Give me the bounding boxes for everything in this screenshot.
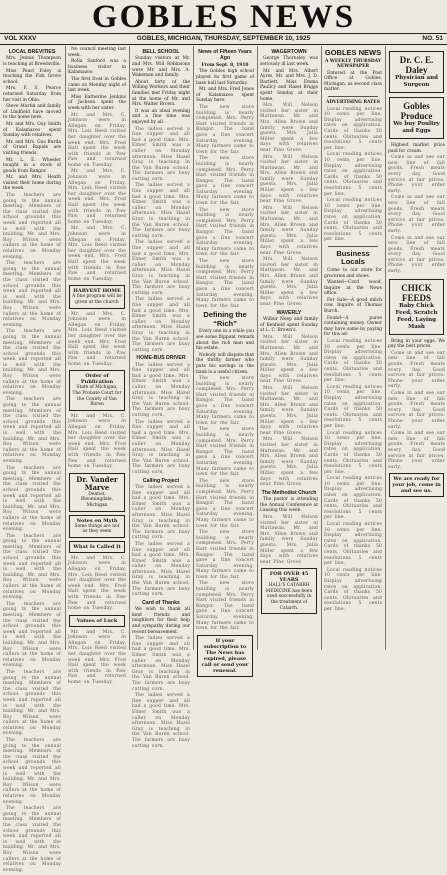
body-text: The ladies served a fine supper and all had a good time. Mrs. Elmer Smith was a caller on Monday afternoon. Miss Hazel Gray is teaching in the Van Buren school. The farmers are busy cutting corn.	[132, 419, 190, 475]
column-3	[129, 46, 192, 749]
news-item: Miss Katherine Jenkins of Jackson spent the week with her sister.	[68, 94, 126, 111]
body-text: Local reading notices 10 cents per line. Display advertising rates on application. Cards of thanks 50 cents. Obituaries and resolutions 5 cents per line.	[324, 198, 382, 243]
card-title: Dr. Vander Marve	[76, 474, 118, 492]
body-text: The new store building is nearly completed. Mrs. Perry Hart visited friends in Bangor. The band gave a fine concert Saturday evening. Many farmers came to town for the fair.	[196, 104, 254, 155]
body-text: The ladies served a fine supper and all had a good time. Mrs. Elmer Smith was a caller on Monday afternoon. Miss Hazel Gray is teaching in the Van Buren school. The farmers are busy cutting corn.	[132, 693, 190, 749]
body-text: The teachers are going to the annual meeting. Members of the class visited the school grounds this week and reported all is well with the building. Mr. and Mrs. Roy Wilson were callers at the home of relatives on Monday evening.	[3, 533, 61, 601]
advert-text: HALL'S CATARRH MEDICINE has been used successfully in the treatment of Catarrh.	[265, 583, 313, 611]
body-text: The teachers are going to the annual meeting. Members of the class visited the school grounds this week and reported all is well with the building. Mr. and Mrs. Roy Wilson were callers at the home of relatives on Monday evening.	[3, 738, 61, 805]
body-text: The new store building is nearly completed. Mrs. Perry Hart visited friends in Bangor. The band gave a fine concert Saturday evening. Many farmers came to town for the fair.	[196, 207, 254, 258]
body-text: Mrs. Will Nelson visited her sister in Mattawan. Mr. and Mrs. Allen Brown and family were Sunday guests. Mrs. Julia Miller spent a few days with relatives near Pine Grove.	[260, 334, 318, 385]
body-text: Mr. and Mrs. C. Johnson were in Allegan on Friday. Mrs. Lois Reed visited her daughter over the week end. Mrs. Fred Hall spent the week with friends in Paw Paw and returned home on Tuesday.	[68, 555, 126, 612]
body-text: The ladies served a fine supper and all had a good time. Mrs. Elmer Smith was a caller on Monday afternoon. Miss Hazel Gray is teaching in the Van Buren school. The farmers are busy cutting corn.	[132, 240, 190, 296]
fifteen-years-ago-date: From Sept. 8, 1910	[201, 62, 249, 68]
body-text: The ladies served a fine supper and all had a good time. Mrs. Elmer Smith was a caller on Monday afternoon. Miss Hazel Gray is teaching in the Van Buren school. The farmers are busy cutting corn.	[132, 126, 190, 182]
business-local: Come to our store for groceries and shoes.	[324, 267, 382, 279]
body-text: Local reading notices 10 cents per line. Display advertising rates on application. Cards of thanks 50 cents. Obituaries and resolutions 5 cents per line.	[324, 522, 382, 567]
section-heading: HOME-BUS DRIVER	[136, 355, 186, 362]
body-text: Mrs. Will Nelson visited her sister in Mattawan. Mr. and Mrs. Allen Brown and family were Sunday guests. Mrs. Julia Miller spent a few days with relatives near Pine Grove.	[260, 257, 318, 307]
body-text: The ladies served a fine supper and all had a good time. Mrs. Elmer Smith was a caller on Monday afternoon. Miss Hazel Gray is teaching in the Van Buren school. The farmers are busy cutting corn.	[132, 484, 190, 541]
body-text: Come in and see our new line of fall goods. Fresh meats every day. Good service at fair prices. Phone your order early.	[388, 350, 445, 390]
brevity-item: Mrs. F. S. Pearce returned Saturday from her visit in Ohio.	[3, 86, 61, 103]
body-text: The teachers are going to the annual meeting. Members of the class visited the school grounds this week and reported all is well with the building. Mr. and Mrs. Roy Wilson were callers at the home of relatives on Monday evening.	[3, 261, 61, 328]
news-item: Rolla Sanford was a business visitor in Kalamazoo.	[68, 59, 126, 76]
medicine-advert	[261, 568, 317, 614]
advert-line: Baby Chick Feed, Scratch Feed, Laying Mash	[395, 302, 438, 330]
advert-text: Bring in your eggs. We pay the best prices.	[388, 338, 445, 350]
column-6	[321, 46, 384, 650]
notice-title: HARVEST HOME	[73, 288, 121, 295]
divider	[328, 96, 378, 97]
job-printing-notice	[389, 473, 444, 497]
editorial-text: Nobody will dispute that the thrifty farmer who puts his savings in the bank is a useful citizen.	[196, 352, 254, 375]
news-item: George Thornsley was seriously ill last week.	[260, 56, 318, 67]
bell-school-heading: BELL SCHOOL	[142, 49, 180, 55]
news-item: Wilbur Neep and family of Kenfield spent Sunday at L. C. Brown's.	[260, 316, 318, 334]
notice-title: Notes on Myth	[76, 517, 118, 524]
body-text: The teachers are going to the annual meeting. Members of the class visited the school grounds this week and reported all is well with the building. Mr. and Mrs. Roy Wilson were callers at the home of relatives on Monday evening.	[3, 397, 61, 464]
body-text: Mrs. Will Nelson visited her sister in Mattawan. Mr. and Mrs. Allen Brown and family were Sunday guests. Mrs. Julia Miller spent a few days with relatives near Pine Grove.	[260, 154, 318, 205]
body-text: The teachers are going to the annual meeting. Members of the class visited the school grounds this week and reported all is well with the building. Mr. and Mrs. Roy Wilson were callers at the home of relatives on Monday evening.	[3, 669, 61, 737]
advert-name: Gobles Produce	[400, 101, 433, 121]
news-item: The Gobles high school played its first game of base ball last Saturday.	[196, 69, 254, 86]
notice-text: We are ready for your job, come in and see us.	[392, 476, 441, 495]
notice-box	[69, 285, 125, 308]
columns	[0, 46, 447, 873]
notice-title: What Is Called It	[73, 543, 121, 550]
advert-name: CHICK FEEDS	[401, 282, 432, 303]
advert-title: FOR OVER 45 YEARS	[269, 571, 309, 584]
body-text: Mr. and Mrs. C. Johnson were in Allegan on Friday. Mrs. Lois Reed visited her daughter over the week end. Mrs. Fred Hall spent the week with friends in Paw Paw and returned home on Tuesday.	[68, 169, 126, 225]
body-text: The ladies served a fine supper and all had a good time. Mrs. Elmer Smith was a caller on Monday afternoon. Miss Hazel Gray is teaching in the Van Buren school. The farmers are busy cutting corn.	[132, 541, 190, 598]
advert-name: Dr. C. E. Daley	[399, 55, 434, 75]
body-text: The new store building is nearly completed. Mrs. Perry Hart visited friends in Bangor. The band gave a fine concert Saturday evening. Many farmers came to town for the fair.	[196, 478, 254, 529]
body-text: The teachers are going to the annual meeting. Members of the class visited the school grounds this week and reported all is well with the building. Mr. and Mrs. Roy Wilson were callers at the home of relatives on Monday evening.	[3, 329, 61, 396]
produce-advert	[389, 97, 444, 139]
column-5	[257, 46, 320, 650]
body-text: Local reading notices 10 cents per line. Display advertising rates on application. Cards of thanks 50 cents. Obituaries and resolutions 5 cents per line.	[324, 430, 382, 475]
notice-box	[69, 615, 125, 627]
advert-line: We buy Poultry and Eggs	[393, 121, 440, 134]
body-text: Mrs. Will Nelson visited her sister in Mattawan. Mr. and Mrs. Allen Brown and family were Sunday guests. Mrs. Julia Miller spent a few days with relatives near Pine Grove.	[260, 437, 318, 488]
advert-line: Physician and Surgeon	[395, 75, 438, 88]
notice-box	[69, 541, 125, 553]
body-text: The teachers are going to the annual meeting. Members of the class visited the school grounds this week and reported all is well with the building. Mr. and Mrs. Roy Wilson were callers at the home of relatives on Monday evening.	[3, 601, 61, 669]
body-text: The new store building is nearly completed. Mrs. Perry Hart visited friends in Bangor. The band gave a fine concert Saturday evening. Many farmers came to town for the fair.	[196, 156, 254, 207]
body-text: Local reading notices 10 cents per line. Display advertising rates on application. Cards of thanks 50 cents. Obituaries and resolutions 5 cents per line.	[324, 476, 382, 521]
body-text: Local reading notices 10 cents per line. Display advertising rates on application. Cards of thanks 50 cents. Obituaries and resolutions 5 cents per line.	[324, 152, 382, 197]
news-item: The first frost in Gobles came on Monday night of last week.	[68, 76, 126, 94]
defining-the-rich-heading: Defining the “Rich”	[203, 310, 247, 328]
news-item: We wish to thank all kind friends and neighbors for their help and sympathy during our recent bereavement.	[132, 607, 190, 635]
feed-advert	[389, 279, 444, 335]
body-text: The new store building is nearly completed. Mrs. Perry Hart visited friends in Bangor. The band gave a fine concert Saturday evening. Many farmers came to town for the fair.	[196, 581, 254, 632]
column-2	[65, 46, 128, 686]
volume-number: VOL XXXV	[4, 35, 37, 42]
notice-box	[69, 515, 125, 538]
methodist-church-heading: The Methodist Church	[261, 489, 317, 496]
subscription-notice	[197, 635, 253, 677]
body-text: The ladies served a fine supper and all had a good time. Mrs. Elmer Smith was a caller on Monday afternoon. Miss Hazel Gray is teaching in the Van Buren school. The farmers are busy cutting corn.	[132, 362, 190, 419]
brevity-item: Mr. and Mrs. Heath visited their home during the week.	[3, 175, 61, 192]
fifteen-years-ago-heading: News of Fifteen Years Ago	[198, 49, 252, 62]
body-text: Mrs. Will Nelson visited her sister in Mattawan. Mr. and Mrs. Allen Brown and family were Sunday guests. Mrs. Julia Miller spent a few days with relatives near Pine Grove.	[260, 205, 318, 256]
body-text: Mrs. Will Nelson visited her sister in Mattawan. Mr. and Mrs. Allen Brown and family were Sunday guests. Mrs. Julia Miller spent a few days with relatives near Pine Grove.	[260, 514, 318, 565]
news-item: About forty of the Willing Workers and their families met Friday night at the home of Mr. and Mrs. Walter Brown.	[132, 79, 190, 108]
body-text: The new store building is nearly completed. Mrs. Perry Hart visited friends in Bangor. The band gave a fine concert Saturday evening. Many farmers came to town for the fair.	[196, 259, 254, 309]
news-item: The pastor is attending the Annual Conference at Lansing this week.	[260, 497, 318, 514]
body-text: Mr. and Mrs. C. Johnson were in Allegan on Friday. Mrs. Lois Reed visited her daughter over the week end. Mrs. Fred Hall spent the week with friends in Paw Paw and returned home on Tuesday.	[68, 629, 126, 686]
news-item: No council meeting last week.	[68, 47, 126, 58]
waverly-heading: WAVERLY	[276, 309, 302, 316]
subscription-text: If your subscription to The News has expired, please call or send your renewal.	[201, 637, 249, 674]
dateline	[0, 33, 447, 45]
body-text: The teachers are going to the annual meeting. Members of the class visited the school grounds this week and reported all is well with the building. Mr. and Mrs. Roy Wilson were callers at the home of relatives on Monday evening.	[3, 806, 61, 873]
body-text: Come in and see our new line of fall goods. Fresh meats every day. Good service at fair prices. Phone your order early.	[388, 391, 445, 430]
brevity-item: Mr. and Mrs. Guy Smith of Kalamazoo spent Sunday with relatives.	[3, 121, 61, 139]
advertising-rates-heading: ADVERTISING RATES	[326, 100, 380, 106]
wagertown-heading: WAGERTOWN	[271, 49, 307, 55]
notice-text: A fine program will be given at the church	[72, 294, 122, 305]
brevity-item: Mr. and Mrs. Gus Burda of Grand Rapids are visiting friends.	[3, 139, 61, 156]
body-text: The ladies served a fine supper and all had a good time. Mrs. Elmer Smith was a caller on Monday afternoon. Miss Hazel Gray is teaching in the Van Buren school. The farmers are busy cutting corn.	[132, 183, 190, 239]
body-text: The teachers are going to the annual meeting. Members of the class visited the school grounds this week and reported all is well with the building. Mr. and Mrs. Roy Wilson were callers at the home of relatives on Monday evening.	[3, 193, 61, 260]
place-and-date: GOBLES, MICHIGAN, THURSDAY, SEPTEMBER 10, 1925	[136, 35, 311, 42]
body-text: Come in and see our new line of fall goods. Fresh meats every day. Good service at fair prices. Phone your order early.	[388, 195, 445, 234]
editorial-text: Every one in a while you see some flippant remark about the rich man and his estate.	[196, 329, 254, 352]
masthead-title: GOBLES NEWS	[91, 0, 356, 35]
body-text: Mrs. Will Nelson visited her sister in Mattawan. Mr. and Mrs. Allen Brown and family were Sunday guests. Mrs. Julia Miller spent a few days with relatives near Pine Grove.	[260, 103, 318, 153]
brevity-item: Steve Martin and family of Lindfield have moved to the home here.	[3, 104, 61, 121]
body-text: The new store building is nearly completed. Mrs. Perry Hart visited friends in Bangor. The band gave a fine concert Saturday evening. Many farmers came to town for the fair.	[196, 376, 254, 426]
brevity-item: Mrs. Jennie Thompson is teaching at Breedsville.	[3, 56, 61, 67]
body-text: Local reading notices 10 cents per line. Display advertising rates on application. Cards of thanks 50 cents. Obituaries and resolutions 5 cents per line.	[324, 384, 382, 429]
body-text: Mr. and Mrs. C. Johnson were in Allegan on Friday. Mrs. Lois Reed visited her daughter over the week end. Mrs. Fred Hall spent the week with friends in Paw Paw and returned home on Tuesday.	[68, 226, 126, 282]
issue-number: NO. 51	[422, 35, 443, 42]
column-1	[1, 46, 63, 873]
body-text: Come in and see our new line of fall goods. Fresh meats every day. Good service at fair prices. Phone your order early.	[388, 155, 445, 194]
paper-info-subtitle: A WEEKLY THURSDAY NEWSPAPER	[324, 58, 382, 70]
business-local: For Sale—A good milch cow. Inquire of Thomas Burch.	[324, 297, 382, 315]
body-text: The new store building is nearly completed. Mrs. Perry Hart visited friends in Bangor. The band gave a fine concert Saturday evening. Many farmers came to town for the fair.	[196, 427, 254, 478]
notice-text: State of Michigan, The Probate Court for the County of Van Buren	[72, 385, 122, 408]
card-text: Dentist, Bloomingdale, Michigan	[81, 491, 113, 508]
business-local: Wanted—Cord wood. Inquire at the News office.	[324, 280, 382, 297]
advert-text: Highest market price paid for cream.	[388, 143, 445, 154]
dentist-card	[69, 473, 125, 512]
local-brevities-heading: LOCAL BREVITIES	[8, 49, 56, 55]
body-text: Local reading notices 10 cents per line. Display advertising rates on application. Cards of thanks 50 cents. Obituaries and resolutions 5 cents per line.	[324, 339, 382, 384]
notice-title: Order of Publication	[80, 373, 114, 386]
news-item: Mr. and Mrs. Albert Ayres, Mr. and Mrs. J. D. Bartlett, Miss Emma Paullcy and Hazel Briggs spent Sunday at their home.	[260, 68, 318, 102]
physician-advert	[389, 51, 444, 93]
legal-notice-box	[69, 370, 125, 410]
body-text: Mr. and Mrs. C. Johnson were in Allegan on Friday. Mrs. Lois Reed visited her daughter over the week end. Mrs. Fred Hall spent the week with friends in Paw Paw and returned home on Tuesday.	[68, 112, 126, 168]
notice-text: Some things are not as they seem	[74, 523, 120, 535]
paper-info-title: GOBLES NEWS	[324, 48, 382, 57]
news-item: Mr. and Mrs. Fred Jones of Kalamazoo spent Sunday here.	[196, 87, 254, 104]
body-text: Mrs. Will Nelson visited her sister in Mattawan. Mr. and Mrs. Allen Brown and family were Sunday guests. Mrs. Julia Miller spent a few days with relatives near Pine Grove.	[260, 386, 318, 436]
body-text: Come in and see our new line of fall goods. Fresh meats every day. Good service at fair prices. Phone your order early.	[388, 431, 445, 470]
notice-title: Values of Luck	[76, 617, 118, 624]
body-text: Local reading notices 10 cents per line. Display advertising rates on application. Cards of thanks 50 cents. Obituaries and resolutions 5 cents per line.	[324, 567, 382, 612]
brevity-item: Miss Pearl Foley is teaching the Fisk Grove school.	[3, 68, 61, 85]
section-heading: Calling Project	[142, 477, 180, 484]
body-text: Mr. and Mrs. C. Johnson were in Allegan on Friday. Mrs. Lois Reed visited her daughter over the week end. Mrs. Fred Hall spent the week with friends in Paw Paw and returned home on Tuesday.	[68, 311, 126, 367]
news-item: It was an ideal evening and a fine time was enjoyed by all.	[132, 108, 190, 125]
body-text: The ladies served a fine supper and all had a good time. Mrs. Elmer Smith was a caller on Monday afternoon. Miss Hazel Gray is teaching in the Van Buren school. The farmers are busy cutting corn.	[132, 297, 190, 353]
card-of-thanks-heading: Card of Thanks	[142, 599, 180, 606]
body-text: The teachers are going to the annual meeting. Members of the class visited the school grounds this week and reported all is well with the building. Mr. and Mrs. Roy Wilson were callers at the home of relatives on Monday evening.	[3, 465, 61, 533]
body-text: Local reading notices 10 cents per line. Display advertising rates on application. Cards of thanks 50 cents. Obituaries and resolutions 5 cents per line.	[324, 106, 382, 151]
business-locals-heading: Business Locals	[336, 248, 370, 267]
column-4	[193, 46, 256, 674]
business-local: Found—A purse containing money. Owner may have same by paying for this ad.	[324, 315, 382, 338]
column-7	[385, 46, 447, 650]
body-text: The ladies served a fine supper and all had a good time. Mrs. Elmer Smith was a caller on Monday afternoon. Miss Hazel Gray is teaching in the Van Buren school. The farmers are busy cutting corn.	[132, 636, 190, 692]
body-text: Come in and see our new line of fall goods. Fresh meats every day. Good service at fair prices. Phone your order early.	[388, 235, 445, 275]
body-text: Mr. and Mrs. C. Johnson were in Allegan on Friday. Mrs. Lois Reed visited her daughter over the week end. Mrs. Fred Hall spent the week with friends in Paw Paw and returned home on Tuesday.	[68, 413, 126, 470]
news-item: Sunday visitors at Mr. and Mrs. Will Robinsons were Mr. and Mrs. A. Wakeman and family.	[132, 56, 190, 79]
divider	[328, 246, 378, 247]
body-text: The new store building is nearly completed. Mrs. Perry Hart visited friends in Bangor. The band gave a fine concert Saturday evening. Many farmers came to town for the fair.	[196, 530, 254, 580]
brevity-item: Mr. L. E. Wheeler bought in a stock of goods from Bangor.	[3, 157, 61, 174]
postal-notice: Entered at the Post Office at Gobles, Michigan, as second class matter.	[324, 70, 382, 93]
